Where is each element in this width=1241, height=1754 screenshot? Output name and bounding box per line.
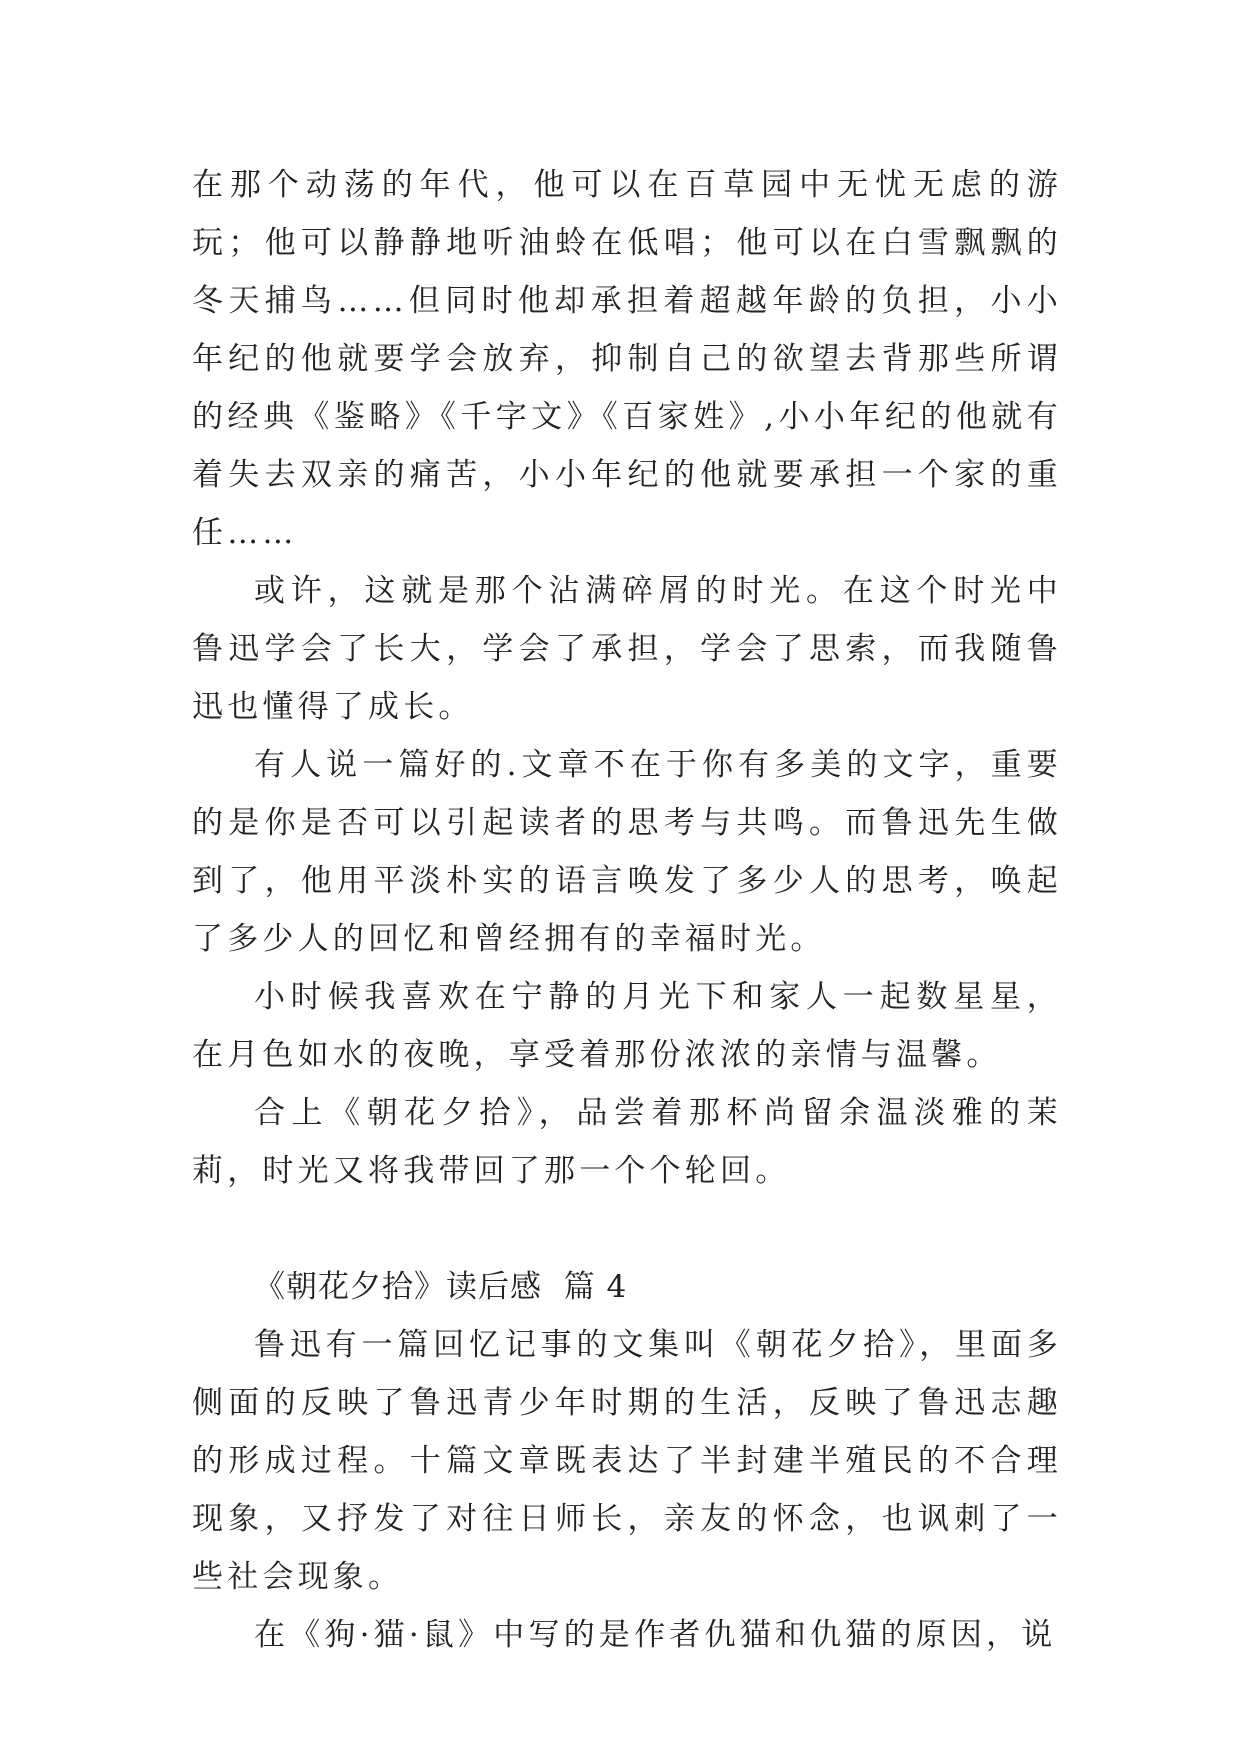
paragraph-closing-book: 合上《朝花夕拾》，品尝着那杯尚留余温淡雅的茉莉，时光又将我带回了那一个个轮回。	[192, 1095, 1062, 1189]
document-body	[192, 156, 1062, 1664]
section-heading: 《朝花夕拾》读后感 篇 4	[254, 1269, 628, 1305]
paragraph-childhood-burden: 在那个动荡的年代，他可以在百草园中无忧无虑的游玩；他可以静静地听油蛉在低唱；他可以在白雪飘飘的冬天捕鸟……但同时他却承担着超越年龄的负担，小小年纪的他就要学会放弃，抑制自己的欲望去背那些所谓的经典《鉴略》《千字文》《百家姓》,小小年纪的他就有着失去双亲的痛苦，小小年纪的他就要承担一个家的重任……	[192, 167, 1062, 551]
paragraph-good-article: 有人说一篇好的.文章不在于你有多美的文字，重要的是你是否可以引起读者的思考与共鸣。而鲁迅先生做到了，他用平淡朴实的语言唤发了多少人的思考，唤起了多少人的回忆和曾经拥有的幸福时光。	[192, 747, 1062, 957]
paragraph-dog-cat-mouse: 在《狗·猫·鼠》中写的是作者仇猫和仇猫的原因，说	[254, 1617, 1057, 1653]
paragraph-counting-stars: 小时候我喜欢在宁静的月光下和家人一起数星星，在月色如水的夜晚，享受着那份浓浓的亲情与温馨。	[192, 979, 1062, 1073]
section-spacer	[192, 1200, 1062, 1258]
paragraph-time-of-crumbs: 或许，这就是那个沾满碎屑的时光。在这个时光中鲁迅学会了长大，学会了承担，学会了思索，而我随鲁迅也懂得了成长。	[192, 573, 1062, 725]
paragraph-collection-intro: 鲁迅有一篇回忆记事的文集叫《朝花夕拾》，里面多侧面的反映了鲁迅青少年时期的生活，反映了鲁迅志趣的形成过程。十篇文章既表达了半封建半殖民的不合理现象，又抒发了对往日师长，亲友的怀念，也讽刺了一些社会现象。	[192, 1327, 1062, 1595]
